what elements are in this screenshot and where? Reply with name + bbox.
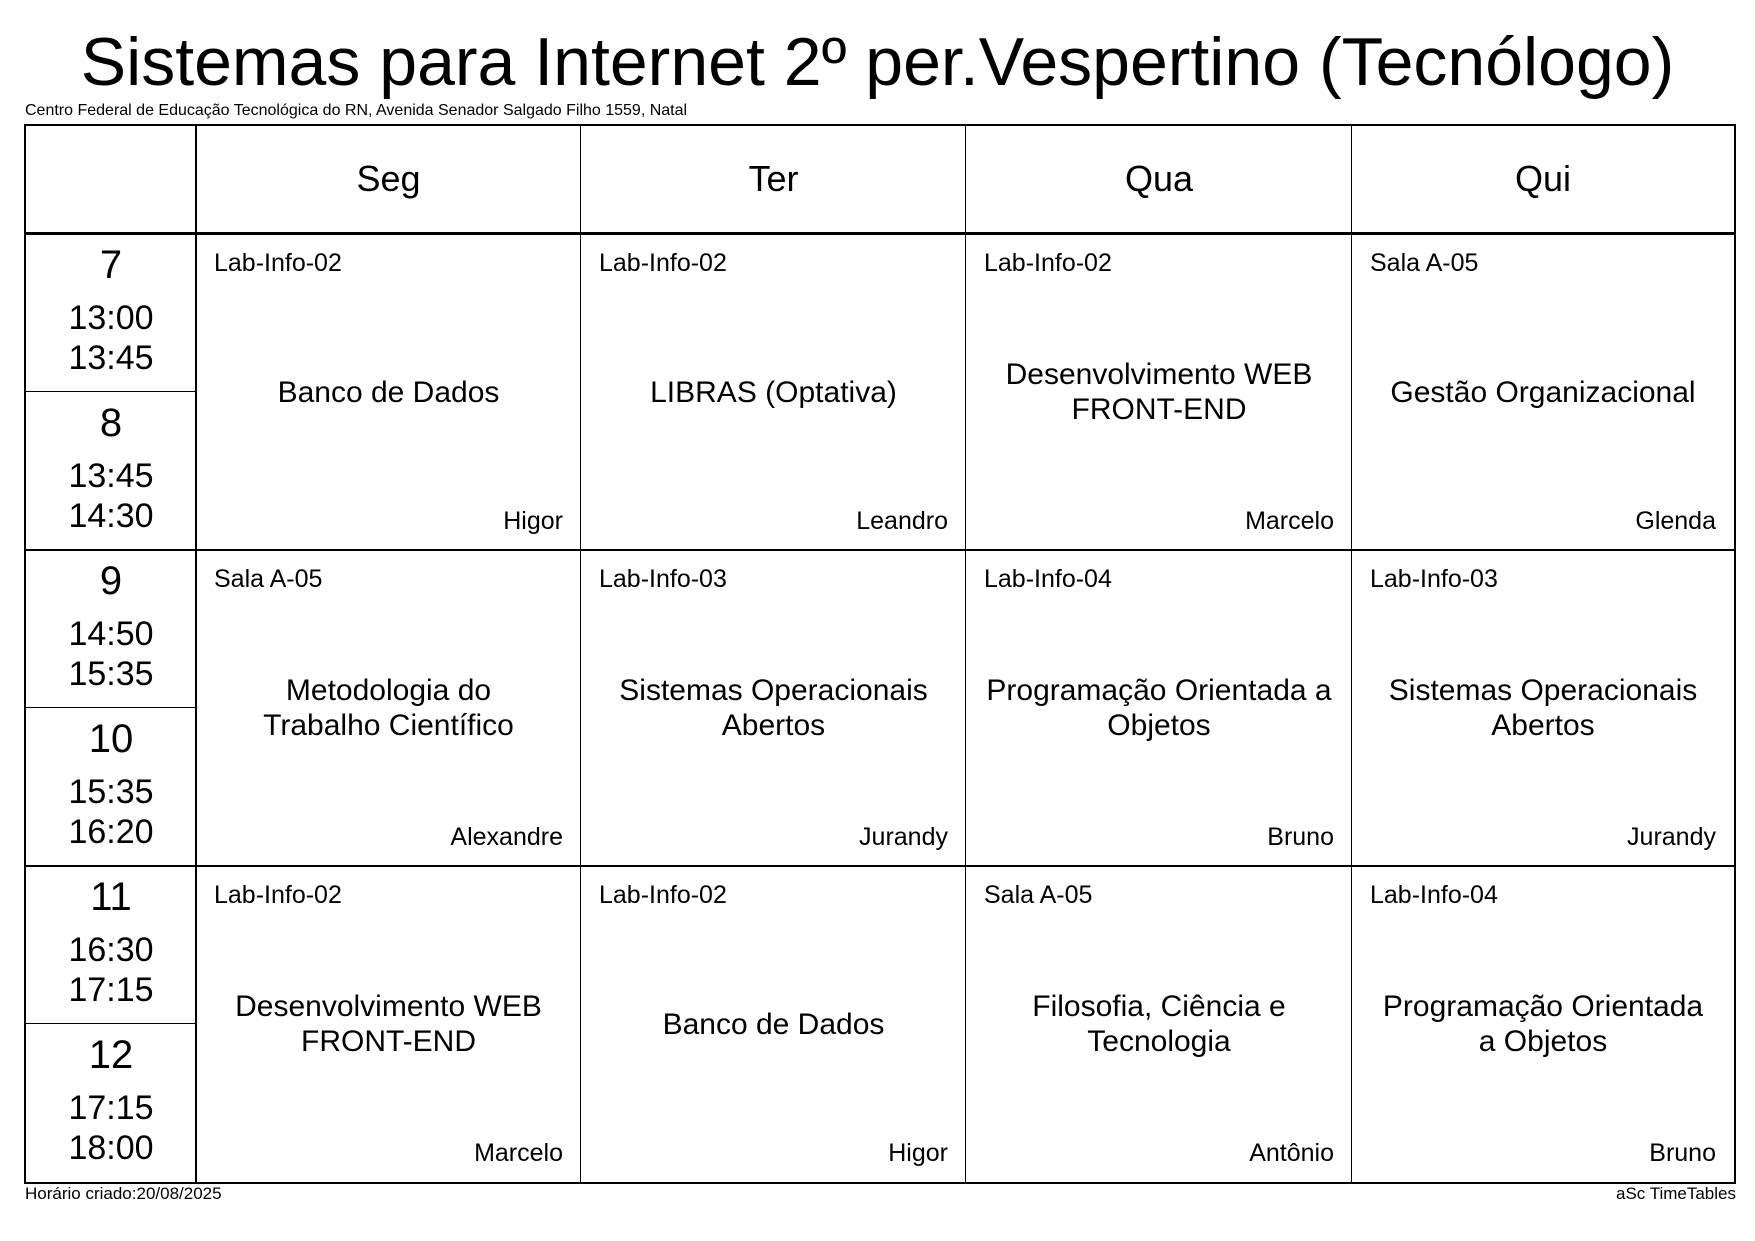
lesson-subject: Sistemas Operacionais Abertos [619, 674, 928, 742]
lesson-teacher: Jurandy [1627, 823, 1716, 851]
lesson-subject: Sistemas Operacionais Abertos [1388, 674, 1698, 742]
lesson-subject: LIBRAS (Optativa) [650, 375, 897, 409]
timetable-grid [24, 124, 1736, 1184]
lesson-room: Lab-Info-04 [1370, 881, 1498, 909]
row-divider [26, 549, 1734, 551]
lesson-cell [1352, 866, 1734, 1182]
period-number: 12 [88, 1033, 134, 1077]
brand-label: aSc TimeTables [1616, 1184, 1736, 1203]
day-header-qui: Qui [1514, 158, 1572, 199]
period-number: 7 [99, 243, 123, 287]
period-row [26, 708, 196, 866]
lesson-subject: Filosofia, Ciência e Tecnologia [1032, 990, 1286, 1058]
lesson-cell [966, 234, 1352, 550]
lesson-teacher: Bruno [1649, 1139, 1716, 1167]
lesson-subject: Programação Orientada a Objetos [1382, 990, 1704, 1058]
period-number: 9 [99, 559, 123, 603]
lesson-teacher: Jurandy [859, 823, 948, 851]
day-header-qua: Qua [1124, 158, 1194, 199]
column-divider [580, 126, 581, 1182]
created-date: Horário criado:20/08/2025 [25, 1184, 222, 1203]
lesson-subject: Gestão Organizacional [1390, 375, 1696, 409]
lesson-cell [196, 866, 581, 1182]
lesson-room: Lab-Info-02 [984, 249, 1112, 277]
lesson-teacher: Glenda [1635, 507, 1716, 535]
period-time: 15:35 16:20 [68, 773, 154, 851]
period-row [26, 1024, 196, 1182]
header-divider [26, 232, 1734, 235]
period-number: 8 [99, 401, 123, 445]
period-row [26, 234, 196, 392]
lesson-room: Lab-Info-03 [1370, 565, 1498, 593]
lesson-teacher: Antônio [1249, 1139, 1334, 1167]
period-number: 10 [88, 717, 134, 761]
lesson-teacher: Bruno [1267, 823, 1334, 851]
lesson-teacher: Higor [503, 507, 563, 535]
lesson-cell [581, 550, 966, 866]
page-title: Sistemas para Internet 2º per.Vespertino (Tecnólogo) [80, 24, 1675, 100]
lesson-room: Sala A-05 [1370, 249, 1479, 277]
lesson-cell [196, 550, 581, 866]
period-row [26, 550, 196, 708]
period-time: 13:45 14:30 [68, 457, 154, 535]
lesson-teacher: Leandro [856, 507, 948, 535]
day-header-ter: Ter [748, 158, 799, 199]
column-divider [965, 126, 966, 1182]
lesson-cell [966, 550, 1352, 866]
lesson-room: Lab-Info-02 [214, 881, 342, 909]
school-address: Centro Federal de Educação Tecnológica do RN, Avenida Senador Salgado Filho 1559, Natal [25, 102, 688, 119]
column-divider [195, 126, 197, 1182]
lesson-teacher: Higor [888, 1139, 948, 1167]
lesson-teacher: Alexandre [450, 823, 563, 851]
lesson-cell [196, 234, 581, 550]
period-time: 13:00 13:45 [68, 299, 154, 377]
period-row [26, 866, 196, 1024]
lesson-subject: Banco de Dados [277, 375, 500, 409]
lesson-cell [1352, 234, 1734, 550]
lesson-room: Sala A-05 [984, 881, 1093, 909]
lesson-cell [1352, 550, 1734, 866]
period-time: 17:15 18:00 [68, 1089, 154, 1167]
column-divider [1351, 126, 1352, 1182]
period-divider [26, 707, 196, 708]
lesson-subject: Desenvolvimento WEB FRONT-END [235, 990, 542, 1058]
lesson-teacher: Marcelo [474, 1139, 563, 1167]
period-time: 14:50 15:35 [68, 615, 154, 693]
lesson-cell [581, 866, 966, 1182]
lesson-subject: Metodologia do Trabalho Científico [263, 674, 514, 742]
lesson-room: Lab-Info-04 [984, 565, 1112, 593]
period-row [26, 392, 196, 550]
lesson-room: Lab-Info-02 [214, 249, 342, 277]
lesson-room: Lab-Info-02 [599, 881, 727, 909]
lesson-teacher: Marcelo [1245, 507, 1334, 535]
period-time: 16:30 17:15 [68, 931, 154, 1009]
lesson-room: Lab-Info-02 [599, 249, 727, 277]
lesson-room: Lab-Info-03 [599, 565, 727, 593]
period-number: 11 [90, 875, 132, 919]
day-header-seg: Seg [356, 158, 421, 199]
lesson-cell [966, 866, 1352, 1182]
period-divider [26, 1023, 196, 1024]
lesson-subject: Banco de Dados [662, 1007, 885, 1041]
period-divider [26, 391, 196, 392]
lesson-subject: Desenvolvimento WEB FRONT-END [1005, 358, 1313, 426]
lesson-subject: Programação Orientada a Objetos [986, 674, 1332, 742]
lesson-cell [581, 234, 966, 550]
lesson-room: Sala A-05 [214, 565, 323, 593]
row-divider [26, 865, 1734, 867]
